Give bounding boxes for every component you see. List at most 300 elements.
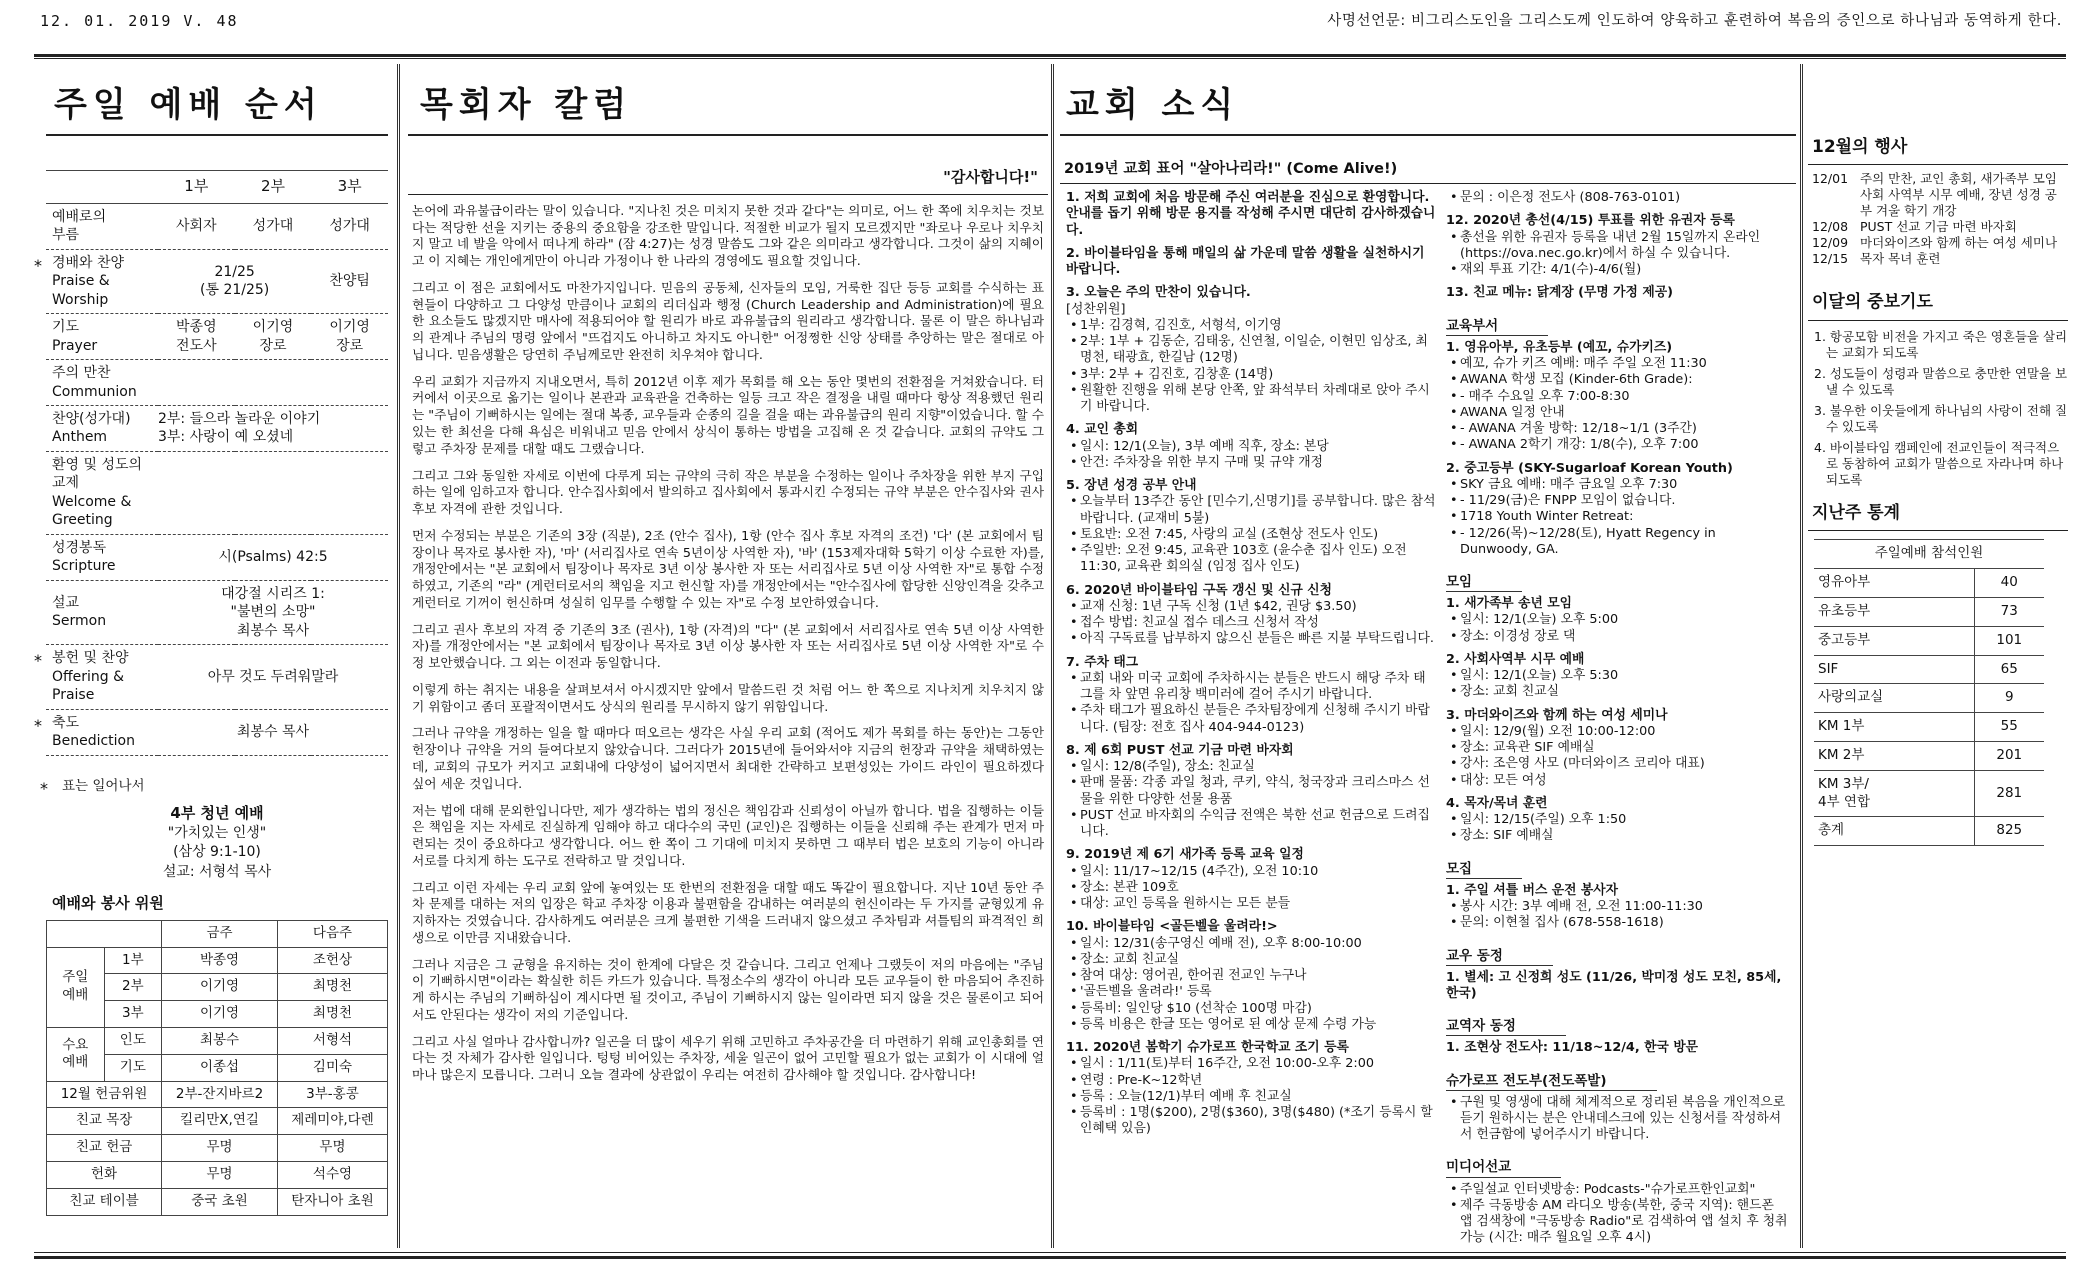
news-item-title: 9. 2019년 제 6기 새가족 등록 교육 일정 [1066, 847, 1304, 863]
news-bullet: • 오늘부터 13주간 동안 [민수기,신명기]를 공부합니다. 많은 참석 바랍니다. (교재비 5불) [1080, 494, 1438, 527]
praise-hymn: 21/25 [214, 263, 255, 280]
news-bullet: • 구원 및 영생에 대해 체계적으로 정리된 복음을 개인적으로 듣기 원하시는 분은 안내데스크에 있는 신청서를 작성하셔서 헌금함에 넣어주시기 바랍니다. [1460, 1095, 1790, 1144]
news-item-title: 5. 장년 성경 공부 안내 [1066, 478, 1197, 494]
news-section-header: 교육부서 [1446, 318, 1548, 336]
news-item [1066, 285, 1438, 415]
news-item-title: 1. 별세: 고 신정희 성도 (11/26, 박미정 성도 모친, 85세, 한국) [1446, 969, 1782, 1001]
worship-cell [158, 534, 388, 580]
news-item-title: 12. 2020년 총선(4/15) 투표를 위한 유권자 등록 [1446, 213, 1735, 229]
volunteer-group: 주일 예배 [47, 947, 105, 1027]
worship-cell [158, 580, 388, 644]
volunteer-role: 친교 헌금 [47, 1135, 162, 1162]
worship-cell [158, 406, 388, 452]
news-item-title: 1. 영유아부, 유초등부 (예꼬, 슈가키즈) [1446, 339, 1673, 355]
news-item-title: 1. 새가족부 송년 모임 [1446, 596, 1573, 612]
stats-caption: 주일예배 참석인원 [1814, 540, 2044, 569]
worship-row [46, 203, 388, 249]
news-bullet: • 장소: 본관 109호 [1080, 880, 1438, 896]
worship-detail: 시(Psalms) 42:5 [218, 549, 328, 566]
worship-cell [158, 360, 388, 406]
volunteer-sub: 1부 [104, 947, 162, 974]
service-col-header: 3부 [311, 171, 388, 204]
stats-label: KM 3부/ 4부 연합 [1814, 770, 1974, 817]
news-item [1446, 1182, 1790, 1247]
news-bullet: • 총선을 위한 유권자 등록을 내년 2월 15일까지 온라인(https://ova.nec.go.kr)에서 하실 수 있습니다. [1460, 230, 1790, 263]
prayer-title: 이달의 중보기도 [1812, 292, 1933, 313]
star-mark: * [34, 255, 42, 275]
worship-cell [158, 451, 388, 534]
worship-cell [158, 249, 311, 313]
column-divider [1051, 64, 1054, 1248]
news-item [1066, 422, 1438, 471]
stats-value: 65 [1974, 655, 2044, 684]
stats-label: 총계 [1814, 817, 1974, 846]
news-bullet: • 일시: 12/1(오늘) 오후 5:00 [1460, 612, 1790, 628]
news-bullet: • AWANA 일정 안내 [1460, 405, 1790, 421]
news-bullet: • - AWANA 2학기 개강: 1/8(수), 오후 7:00 [1460, 437, 1790, 453]
column-divider [397, 64, 400, 1248]
volunteer-group: 수요 예배 [47, 1028, 105, 1082]
event-row [1812, 235, 2068, 251]
volunteer-sub: 3부 [104, 1001, 162, 1028]
news-item-title: 3. 마더와이즈와 함께 하는 여성 세미나 [1446, 707, 1668, 723]
worship-detail: 3부: 사랑이 예 오셨네 [158, 429, 294, 446]
news-bullet: • 제주 극동방송 AM 라디오 방송(북한, 중국 지역): 핸드폰 앱 검색창에 "극동방송 Radio"로 검색하여 앱 설치 후 청취 가능 (시간: 매주 월요일 오후 4시) [1460, 1198, 1790, 1247]
prayer-item: 2. 성도들이 성령과 말씀으로 충만한 연말을 보낼 수 있도록 [1814, 365, 2068, 397]
news-bullet: • 1부: 김경혁, 김진호, 서형석, 이기영 [1080, 318, 1438, 334]
news-item-title: 1. 주일 셔틀 버스 운전 봉사자 [1446, 882, 1619, 898]
column-divider [1800, 64, 1803, 1248]
events-list [1808, 171, 2068, 267]
label-en: Benediction [52, 733, 135, 750]
stats-row [1814, 684, 2044, 713]
event-row [1812, 171, 2068, 219]
worship-row [46, 534, 388, 580]
column-paragraph: 그리고 사실 얼마나 감사합니까? 일곤을 더 많이 세우기 위해 고민하고 주차공간을 더 마련하기 위해 교인총회를 연다는 것 자체가 감사한 일입니다. 텅텅 비어있는 주차장, 세울 일곤이 없어 고민할 필요가 없는 교회가 이 시대에 얼마나 많은지 모릅니다. 그러니 오늘 결과에 상관없이 우리는 여전히 감사해야 할 것입니다. 감사합니다! [412, 1033, 1044, 1083]
stats-row [1814, 626, 2044, 655]
stats-value: 201 [1974, 742, 2044, 771]
worship-order-title: 주일 예배 순서 [54, 85, 323, 125]
news-item-title: 11. 2020년 봄학기 슈가로프 한국학교 조기 등록 [1066, 1040, 1349, 1056]
stats-value: 40 [1974, 569, 2044, 598]
event-row [1812, 219, 2068, 235]
worship-label [34, 709, 158, 755]
standing-note: * 표는 일어나서 [40, 777, 145, 798]
stats-row [1814, 817, 2044, 846]
volunteer-next-week: 탄자니아 초원 [277, 1188, 387, 1215]
attendance-table [1814, 539, 2044, 846]
volunteer-next-week: 조헌상 [277, 947, 387, 974]
star-mark: * [34, 651, 42, 671]
header-cell [46, 171, 158, 204]
worship-cell: 찬양팀 [311, 249, 388, 313]
news-bullet: • 등록비: 일인당 $10 (선착순 100명 마감) [1080, 1001, 1438, 1017]
volunteer-this-week: 이기영 [162, 1001, 278, 1028]
column-paragraph: 그리고 권사 후보의 자격 중 기존의 3조 (권사), 1항 (자격)의 "다" (본 교회에서 서리집사로 연속 5년 이상 사역한 자)를 개정안에서는 "본 교회에서 팀장이나 목자로 3년 이상 봉사한 자 또는 서리집사로 5년 이상 사역한 자"로 수정 보안했습니다. 그 외는 이전과 동일합니다. [412, 621, 1044, 671]
volunteer-next-week: 석수영 [277, 1162, 387, 1189]
news-item [1446, 596, 1790, 645]
worship-detail: 최봉수 목사 [236, 723, 310, 740]
news-bullet: • 일시: 12/8(주일), 장소: 친교실 [1080, 759, 1438, 775]
volunteer-role: 12월 헌금위원 [47, 1081, 162, 1108]
news-bullet: • 토요반: 오전 7:45, 사랑의 교실 (조현상 전도사 인도) [1080, 527, 1438, 543]
worship-cell: 박종영 전도사 [158, 314, 235, 360]
worship-row [46, 451, 388, 534]
news-section-header: 모임 [1446, 574, 1522, 592]
label-en: Anthem [52, 429, 108, 446]
news-bullet: • - 매주 수요일 오후 7:00-8:30 [1460, 389, 1790, 405]
news-item [1446, 652, 1790, 701]
news-bullet: • 예꼬, 슈가 키즈 예배: 매주 주일 오전 11:30 [1460, 356, 1790, 372]
news-item [1066, 246, 1438, 279]
youth-line: "가치있는 인생" [167, 825, 267, 842]
worship-cell: 이기영 장로 [311, 314, 388, 360]
label-ko: 설교 [52, 595, 80, 611]
youth-line: 설교: 서형석 목사 [162, 863, 272, 880]
news-item [1066, 919, 1438, 1033]
star-mark: * [34, 715, 42, 735]
news-bullet: • 장소: 이경성 장로 댁 [1460, 629, 1790, 645]
news-bullet: • 재외 투표 기간: 4/1(수)-4/6(월) [1460, 262, 1790, 278]
label-ko: 예배로의 [52, 208, 107, 225]
column-paragraph: 이렇게 하는 취지는 내용을 살펴보셔서 아시겠지만 앞에서 말씀드린 것 처럼 어느 한 쪽으로 지나치게 치우치지 않기 위함이고 좀더 포괄적이면서도 상식의 원리를 무시하지 않기 위함입니다. [412, 681, 1044, 714]
page-header [0, 0, 2100, 44]
column-paragraph: 논어에 과유불급이라는 말이 있습니다. "지나친 것은 미치지 못한 것과 같다"는 의미로, 어느 한 쪽에 치우치는 것보다는 적당한 선을 지키는 중용의 중요함을 강조한 말입니다. 적절한 비교가 될지 모르겠지만 "좌로나 우로나 치우치지 말고 네 발을 악에서 떠나게 하라" (잠 4:27)는 성경 말씀도 그와 같은 의미라고 생각합니다. 그것이 삶의 지혜이고 이 지혜는 개인에게만이 아니라 가정이나 한 나라의 경영에도 필요할 것입니다. [412, 202, 1044, 269]
stats-label: SIF [1814, 655, 1974, 684]
news-bullet: • 접수 방법: 친교실 접수 데스크 신청서 작성 [1080, 615, 1438, 631]
volunteer-next-week: 서형석 [277, 1028, 387, 1055]
news-bullet: • 일시: 11/17~12/15 (4주간), 오전 10:10 [1080, 864, 1438, 880]
news-item [1066, 743, 1438, 841]
news-item [1066, 583, 1438, 648]
news-item [1446, 1040, 1790, 1056]
worship-cell: 성가대 [235, 203, 312, 249]
mission-statement: 사명선언문: 비그리스도인을 그리스도께 인도하여 양육하고 훈련하여 복음의 증인으로 하나님과 동역하게 한다. [1327, 13, 2062, 29]
label-en: Offering & Praise [52, 668, 125, 704]
news-bullet: • 대상: 모든 여성 [1460, 773, 1790, 789]
pastor-column-title: 목회자 칼럼 [420, 85, 633, 125]
volunteers-table [46, 920, 388, 1216]
issue-date: 12. 01. 2019 V. 48 [40, 12, 239, 30]
news-item [1446, 461, 1790, 559]
pastor-column [408, 66, 1048, 1250]
volunteer-role: 친교 테이블 [47, 1188, 162, 1215]
worship-label [46, 314, 158, 360]
news-bullet: • 등록 : 오늘(12/1)부터 예배 후 친교실 [1080, 1089, 1438, 1105]
worship-label [34, 645, 158, 709]
label-en: Scripture [52, 558, 116, 575]
column-paragraph: 그러나 규약을 개정하는 일을 할 때마다 떠오르는 생각은 사실 우리 교회 (적어도 제가 목회를 하는 동안)는 그동안 헌장이나 규약을 거의 들여다보지 않았습니다. 그러다가 2015년에 들어와서야 지금의 헌장과 규약을 채택하였는데, 교회의 규모가 커지고 교회내에 다양성이 넓어지면서 최대한 간략하고 보편성있는 가이드 라인이 필요하겠다 싶어 세운 것입니다. [412, 725, 1044, 791]
news-item-title: 10. 바이블타임 <골든벨을 울려라!> [1066, 919, 1278, 935]
news-bullet: • 판매 물품: 각종 과일 청과, 쿠키, 약식, 청국장과 크리스마스 선물을 위한 다양한 선물 용품 [1080, 775, 1438, 808]
service-col-header: 2부 [235, 171, 312, 204]
stats-label: KM 1부 [1814, 713, 1974, 742]
event-text: PUST 선교 기금 마련 바자회 [1860, 219, 2017, 235]
news-bullet: • 장소: 교회 친교실 [1460, 684, 1790, 700]
news-bullet: • 봉사 시간: 3부 예배 전, 오전 11:00-11:30 [1460, 899, 1790, 915]
worship-row [46, 249, 388, 313]
volunteer-next-week: 3부-홍콩 [277, 1081, 387, 1108]
worship-row [46, 645, 388, 709]
volunteer-next-week: 제레미야,다렌 [277, 1108, 387, 1135]
news-left [1066, 190, 1438, 1145]
column-paragraph: 먼저 수정되는 부분은 기존의 3장 (직분), 2조 (안수 집사), 1항 (안수 집사 후보 자격의 조건) '다' (본 교회에서 팀장이나 목자로 봉사한 자), '마' (서리집사로 연속 5년이상 사역한 자), '바' (153제자대학 5학기 이상 수료한 자)를, 개정안에서는 "본 교회에서 팀장이나 목자로 3년 이상 봉사한 자 또는 서리집사로 5년 이상 사역한 자"로 통합 수정하였고, 기존의 "라" (게런터로서의 책임을 지고 헌신할 자)를 개정안에서는 "안수집사에 합당한 신앙인격을 갖추고 게런터로 기꺼이 헌신하며 성실히 임무를 수행할 수 있는 자"로 수정 보안하였습니다. [412, 527, 1044, 610]
worship-label [46, 580, 158, 644]
stats-label: 영유아부 [1814, 569, 1974, 598]
news-item [1066, 1040, 1438, 1138]
news-item-title: 6. 2020년 바이블타임 구독 갱신 및 신규 신청 [1066, 582, 1332, 598]
label-en: Praise & Worship [52, 273, 110, 308]
prayer-item: 4. 바이블타임 캠페인에 전교인들이 적극적으로 동참하여 교회가 말씀으로 자라나며 하나 되도록 [1814, 439, 2064, 487]
label-en: Prayer [52, 337, 98, 354]
news-bullet: • 일시: 12/1(오늘) 오후 5:30 [1460, 668, 1790, 684]
news-item [1446, 1095, 1790, 1144]
volunteer-next-week: 최명천 [277, 974, 387, 1001]
news-bullet: • SKY 금요 예배: 매주 금요일 오후 7:30 [1460, 477, 1790, 493]
news-item [1446, 213, 1790, 278]
stats-row [1814, 742, 2044, 771]
worship-order-column [34, 66, 388, 1250]
worship-cell: 이기영 장로 [235, 314, 312, 360]
news-section-header: 모집 [1446, 861, 1522, 879]
news-bullet: • 문의: 이현철 집사 (678-558-1618) [1460, 915, 1790, 931]
label-ko: 기도 [52, 319, 80, 336]
prayer-list [1808, 329, 2068, 488]
volunteer-this-week: 박종영 [162, 947, 278, 974]
news-bullet: • 주일설교 인터넷방송: Podcasts-"슈가로프한인교회" [1460, 1182, 1790, 1198]
news-bullet: • 일시: 12/1(오늘), 3부 예배 직후, 장소: 본당 [1080, 439, 1438, 455]
news-item-title: 7. 주차 태그 [1066, 654, 1139, 670]
news-bullet: • 참여 대상: 영어권, 한어권 전교인 누구나 [1080, 968, 1438, 984]
news-item [1066, 478, 1438, 576]
worship-row [46, 406, 388, 452]
volunteer-this-week: 무명 [162, 1162, 278, 1189]
worship-label [34, 249, 158, 313]
volunteer-role: 친교 목장 [47, 1108, 162, 1135]
news-bullet: • - AWANA 겨울 방학: 12/18~1/1 (3주간) [1460, 421, 1790, 437]
volunteer-next-week: 무명 [277, 1135, 387, 1162]
news-item-title: 4. 목자/목녀 훈련 [1446, 795, 1548, 811]
news-section-header: 교우 동정 [1446, 948, 1553, 966]
label-ko: 축도 [52, 714, 80, 731]
worship-detail: 최봉수 목사 [236, 622, 310, 639]
news-bullet: • 2부: 1부 + 김동순, 김태웅, 신연철, 이일순, 이현민 임상조, 최명천, 태광효, 한길남 (12명) [1080, 334, 1438, 367]
news-bullet: • - 12/26(목)~12/28(토), Hyatt Regency in Dunwoody, GA. [1460, 526, 1790, 559]
news-bullet: • 주차 태그가 필요하신 분들은 주차팀장에게 신청해 주시기 바랍니다. (팀장: 전호 집사 404-944-0123) [1080, 703, 1438, 736]
news-bullet: • 주일반: 오전 9:45, 교육관 103호 (윤수춘 집사 인도) 오전 11:30, 교육관 회의실 (임정 집사 인도) [1080, 543, 1438, 576]
news-bullet: • 교재 신청: 1년 구독 신청 (1년 $42, 권당 $3.50) [1080, 599, 1438, 615]
news-section-header: 슈가로프 전도부(전도폭발) [1446, 1073, 1657, 1091]
news-bullet: • 일시: 12/9(월) 오전 10:00-12:00 [1460, 724, 1790, 740]
volunteer-this-week: 이종섭 [162, 1054, 278, 1081]
event-date: 12/01 [1812, 171, 1849, 187]
volunteer-next-week: 최명천 [277, 1001, 387, 1028]
volunteers-title: 예배와 봉사 위원 [52, 893, 164, 912]
sidebar-column [1808, 66, 2068, 1250]
news-item [1446, 285, 1790, 301]
news-item-title: 8. 제 6회 PUST 선교 기금 마련 바자회 [1066, 742, 1294, 758]
news-item-title: 2. 중고등부 (SKY-Sugarloaf Korean Youth) [1446, 460, 1733, 476]
news-bullet: • 연령 : Pre-K~12학년 [1080, 1073, 1438, 1089]
label-ko: 주의 만찬 [52, 365, 111, 382]
news-item [1446, 340, 1790, 454]
worship-label [46, 360, 158, 406]
volunteer-next-week: 김미숙 [277, 1054, 387, 1081]
event-date: 12/08 [1812, 219, 1849, 235]
youth-service: 4부 청년 예배 "가치있는 인생" (삼상 9:1-10) 설교: 서형석 목사 [46, 803, 388, 882]
worship-label [46, 203, 158, 249]
label-ko: 환영 및 성도의 교제 [52, 456, 143, 492]
news-item-title: 3. 오늘은 주의 만찬이 있습니다. [1066, 285, 1251, 301]
stats-label: 유초등부 [1814, 597, 1974, 626]
news-bullet: • 장소: 교육관 SIF 예배실 [1460, 740, 1790, 756]
column-paragraph: 그리고 이런 자세는 우리 교회 앞에 놓여있는 또 한번의 전환점을 대할 때도 똑같이 필요합니다. 지난 10년 동안 주차 문제를 대하는 저의 입장은 학교 주차장 이용과 불편함을 감내하는 여러분의 헌신이라는 두 가지를 균형있게 유지하자는 것였습니다. 감사하게도 여러분은 크게 불편한 기색을 드러내지 않으셨고 주차팀과 셔틀팀의 파격적인 희생으로 이만큼 지내왔습니다. [412, 879, 1044, 945]
label-en: Welcome & Greeting [52, 493, 132, 529]
column-paragraph: 저는 법에 대해 문외한입니다만, 제가 생각하는 법의 정신은 책임감과 신뢰성이 아닐까 합니다. 법을 집행하는 이들은 책임을 지는 자세로 진실하게 임해야 하고 대다수의 국민 (교인)은 집행하는 이들을 신뢰해 주는 관계가 먼저 마련되는 것이 중요하다고 생각합니다. 어느 한 쪽이 그 기대에 미치지 못하면 그 때부터 법은 보호의 기능이 아니라 서로를 다치게 하는 도구로 전락하고 말 것입니다. [412, 802, 1044, 868]
praise-hymn-alt: (통 21/25) [200, 282, 270, 299]
news-bullet: • 장소: SIF 예배실 [1460, 828, 1790, 844]
worship-label [46, 534, 158, 580]
column-subtitle: "감사합니다!" [943, 168, 1038, 186]
volunteer-this-week: 2부-잔지바르2 [162, 1081, 278, 1108]
news-bullet: • 1718 Youth Winter Retreat: [1460, 509, 1790, 525]
worship-row [46, 709, 388, 755]
church-news-column [1060, 66, 1796, 1250]
event-text: 주의 만찬, 교인 총회, 새가족부 모임 사회 사역부 시무 예배, 장년 성경 공부 겨울 학기 개강 [1860, 171, 2057, 219]
worship-cell: 사회자 [158, 203, 235, 249]
label-ko: 경배와 찬양 [52, 254, 125, 271]
news-bullet: • 안건: 주차장을 위한 부지 구매 및 규약 개정 [1080, 455, 1438, 471]
volunteer-col-header: 금주 [162, 920, 278, 947]
stats-row [1814, 713, 2044, 742]
service-col-header: 1부 [158, 171, 235, 204]
stats-label: KM 2부 [1814, 742, 1974, 771]
volunteer-this-week: 최봉수 [162, 1028, 278, 1055]
worship-cell: 성가대 [311, 203, 388, 249]
stats-value: 73 [1974, 597, 2044, 626]
stats-label: 사랑의교실 [1814, 684, 1974, 713]
worship-detail: 2부: 들으라 놀라운 이야기 [158, 411, 321, 428]
news-bullet: • 대상: 교인 등록을 원하시는 모든 분들 [1080, 896, 1438, 912]
worship-row [46, 360, 388, 406]
news-bullet: • 일시 : 1/11(토)부터 16주간, 오전 10:00-오후 2:00 [1080, 1056, 1438, 1072]
news-bullet: • 원활한 진행을 위해 본당 안쪽, 앞 좌석부터 차례대로 앉아 주시기 바랍니다. [1080, 383, 1438, 416]
label-en: Sermon [52, 613, 107, 630]
label-ko: 봉헌 및 찬양 [52, 650, 129, 667]
worship-label [46, 451, 158, 534]
news-item [1066, 655, 1438, 736]
column-paragraph: 우리 교회가 지금까지 지내오면서, 특히 2012년 이후 제가 목회를 해 오는 동안 몇번의 전환점을 거쳐왔습니다. 터커에서 이곳으로 옮기는 일이나 본관과 교육관을 건축하는 일등 크고 작은 결정을 내릴 때마다 항상 적용했던 원리는 "주님이 기뻐하시는 일에는 절대 복종, 교우들과 순종의 길을 걸을 때는 과유불급의 원리 지향"이었습니다. 할 수 있는 한 최선을 다해 욕심은 비워내고 믿음 안에서 상식이 통하는 방법을 고집해 온 것 같습니다. 교회의 규약도 그렇고 주차장 문제를 대할 때도 그랬습니다. [412, 373, 1044, 456]
news-bullet: • '골든벨을 울려라!' 등록 [1080, 984, 1438, 1000]
news-bullet: • 장소: 교회 친교실 [1080, 952, 1438, 968]
stats-value: 55 [1974, 713, 2044, 742]
column-paragraph: 그러나 지금은 그 균형을 유지하는 것이 한계에 다달은 것 같습니다. 그리고 언제나 그랬듯이 저의 마음에는 "주님이 기뻐하시면"이라는 확실한 히든 카드가 있습니다. 특정소수의 생각이 아니라 모든 교우들이 한 마음되어 추진하게 하시는 주님의 기뻐하심이 계시다면 될 것이고, 주님이 기뻐하시지 않는 일이라면 되지 않을 것은 물론이고 되어서도 안된다는 생각이 저의 기준입니다. [412, 956, 1044, 1022]
news-item-title: 2. 사회사역부 시무 예배 [1446, 651, 1585, 667]
label-ko: 찬양(성가대) [52, 411, 131, 428]
stats-value: 281 [1974, 770, 2044, 817]
news-item-note: [성찬위원] [1066, 301, 1126, 317]
stats-row [1814, 655, 2044, 684]
stats-value: 9 [1974, 684, 2044, 713]
volunteer-this-week: 이기영 [162, 974, 278, 1001]
news-bullet: • 교회 내와 미국 교회에 주차하시는 분들은 반드시 해당 주차 태그를 차 앞면 유리창 백미러에 걸어 주시기 바랍니다. [1080, 671, 1438, 704]
volunteer-role: 헌화 [47, 1162, 162, 1189]
news-item-title: 1. 저희 교회에 처음 방문해 주신 여러분을 진심으로 환영합니다. 안내를 돕기 위해 방문 용지를 작성해 주시면 대단히 감사하겠습니다. [1066, 190, 1436, 238]
news-bullet: • 문의 : 이은정 전도사 (808-763-0101) [1460, 190, 1790, 206]
news-item [1446, 883, 1790, 932]
event-row [1812, 251, 2068, 267]
news-bullet: • 3부: 2부 + 김진호, 김창훈 (14명) [1080, 367, 1438, 383]
volunteer-this-week: 무명 [162, 1135, 278, 1162]
volunteer-col-header: 다음주 [277, 920, 387, 947]
news-item [1446, 796, 1790, 845]
stats-value: 101 [1974, 626, 2044, 655]
news-bullet: • 등록 비용은 한글 또는 영어로 된 예상 문제 수령 가능 [1080, 1017, 1438, 1033]
volunteer-sub: 인도 [104, 1028, 162, 1055]
label-en: Communion [52, 383, 137, 400]
news-bullet: • - 11/29(금)은 FNPP 모임이 없습니다. [1460, 493, 1790, 509]
news-item-title: 4. 교인 총회 [1066, 422, 1139, 438]
prayer-item: 1. 항공모함 비전을 가지고 죽은 영혼들을 살리는 교회가 되도록 [1814, 328, 2068, 360]
label-ko: 성경봉독 [52, 539, 107, 556]
worship-label [46, 406, 158, 452]
news-section-header: 교역자 동정 [1446, 1018, 1566, 1036]
stats-row [1814, 597, 2044, 626]
label-en: 부름 [52, 227, 80, 244]
church-motto: 2019년 교회 표어 "살아나리라!" (Come Alive!) [1064, 161, 1398, 177]
news-section-header: 미디어선교 [1446, 1159, 1561, 1177]
column-paragraph: 그리고 이 점은 교회에서도 마찬가지입니다. 믿음의 공동체, 신자들의 모임, 거룩한 집단 등등 교회를 수식하는 표현들이 다양하고 그 다양성 만큼이나 교회의 리더십과 행정 (Church Leadership and Administration)에 필요한 요소들도 많겠지만 매사에 적용되어야 할 원리가 바로 과유불급의 원리라고 생각합니다. 물론 이 말은 하나님과의 관계나 주님의 명령 앞에서 "뜨겁지도 아니하고 차지도 아니한" 어정쩡한 신앙 상태를 추앙하는 말은 절대로 아닙니다. 믿음생활은 당연히 주님께로만 완전히 치우쳐야 합니다. [412, 279, 1044, 362]
news-item [1446, 970, 1790, 1003]
event-date: 12/15 [1812, 251, 1849, 267]
youth-line: (삼상 9:1-10) [173, 844, 261, 861]
worship-row [46, 314, 388, 360]
news-right [1446, 190, 1790, 1253]
news-item-title: 2. 바이블타임을 통해 매일의 삶 가운데 말씀 생활을 실천하시기 바랍니다. [1066, 245, 1425, 278]
worship-cell [158, 709, 388, 755]
news-item [1446, 708, 1790, 789]
column-paragraph: 그리고 그와 동일한 자세로 이번에 다루게 되는 규약의 극히 작은 부분을 수정하는 일이나 주차장을 위한 부지 구입하는 일에 임하고자 합니다. 안수집사회에서 발의하고 집사회에서 통과시킨 수정되는 규약 부분은 안수집사와 권사 후보 자격에 관한 것입니다. [412, 467, 1044, 517]
volunteer-sub: 기도 [104, 1054, 162, 1081]
event-text: 목자 목녀 훈련 [1860, 251, 1941, 267]
worship-detail: 아무 것도 두려워말라 [207, 668, 339, 685]
top-rule [34, 54, 2066, 57]
news-item [1066, 190, 1438, 239]
news-bullet: • 등록비 : 1명($200), 2명($360), 3명($480) (*조기 등록시 할인혜택 있음) [1080, 1105, 1438, 1138]
worship-cell [158, 645, 388, 709]
news-item-title: 1. 조현상 전도사: 11/18~12/4, 한국 방문 [1446, 1040, 1699, 1056]
stats-title: 지난주 통계 [1812, 502, 1901, 523]
news-item [1066, 847, 1438, 912]
volunteer-this-week: 중국 초원 [162, 1188, 278, 1215]
volunteer-sub: 2부 [104, 974, 162, 1001]
news-item-title: 13. 친교 메뉴: 닭계장 (무명 가정 제공) [1446, 285, 1673, 301]
stats-label: 중고등부 [1814, 626, 1974, 655]
prayer-item: 3. 불우한 이웃들에게 하나님의 사랑이 전해 질 수 있도록 [1814, 402, 2068, 434]
news-bullet: • 일시: 12/31(송구영신 예배 전), 오후 8:00-10:00 [1080, 936, 1438, 952]
worship-detail: 대강절 시리즈 1: [221, 585, 325, 602]
worship-detail: "불변의 소망" [230, 604, 316, 621]
event-date: 12/09 [1812, 235, 1849, 251]
news-bullet: • 아직 구독료를 납부하지 않으신 분들은 빠른 지불 부탁드립니다. [1080, 631, 1438, 647]
worship-row [46, 580, 388, 644]
column-article [408, 203, 1048, 1084]
events-title: 12월의 행사 [1812, 137, 1908, 157]
news-bullet: • AWANA 학생 모집 (Kinder-6th Grade): [1460, 372, 1790, 388]
stats-value: 825 [1974, 817, 2044, 846]
volunteer-this-week: 킬리만X,연길 [162, 1108, 278, 1135]
news-bullet: • 일시: 12/15(주일) 오후 1:50 [1460, 812, 1790, 828]
